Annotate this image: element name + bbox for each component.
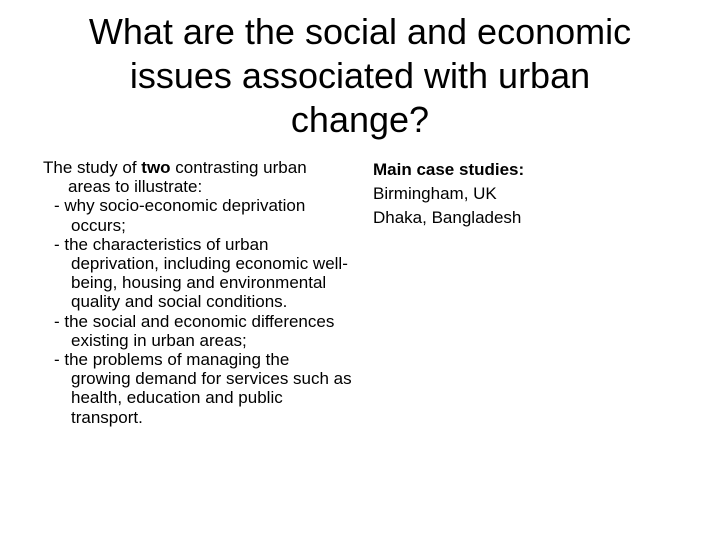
left-content-column (43, 158, 353, 427)
slide-title-line: issues associated with urban (129, 55, 591, 96)
case-study-item: Dhaka, Bangladesh (373, 208, 522, 227)
bullet-item: - the problems of managing the growing demand for services such as health, education and public transport. (54, 350, 352, 427)
slide-title-line: What are the social and economic (88, 11, 632, 52)
case-study-item: Birmingham, UK (373, 184, 497, 203)
bullet-item: - the social and economic differences existing in urban areas; (54, 311, 335, 350)
intro-text-end: contrasting urban areas to illustrate: (68, 158, 307, 197)
right-content-column (373, 158, 693, 230)
intro-text-start: The study of (43, 158, 142, 177)
bullet-item: - the characteristics of urban deprivation, including economic well-being, housing and environmental quality and social conditions. (54, 234, 348, 312)
case-studies-heading: Main case studies: (373, 160, 525, 179)
intro-emphasis: two (141, 158, 171, 177)
slide-title-line: change? (290, 99, 430, 140)
bullet-item: - why socio-economic deprivation occurs; (54, 196, 306, 235)
slide-title (20, 10, 700, 142)
intro-paragraph (43, 158, 353, 196)
